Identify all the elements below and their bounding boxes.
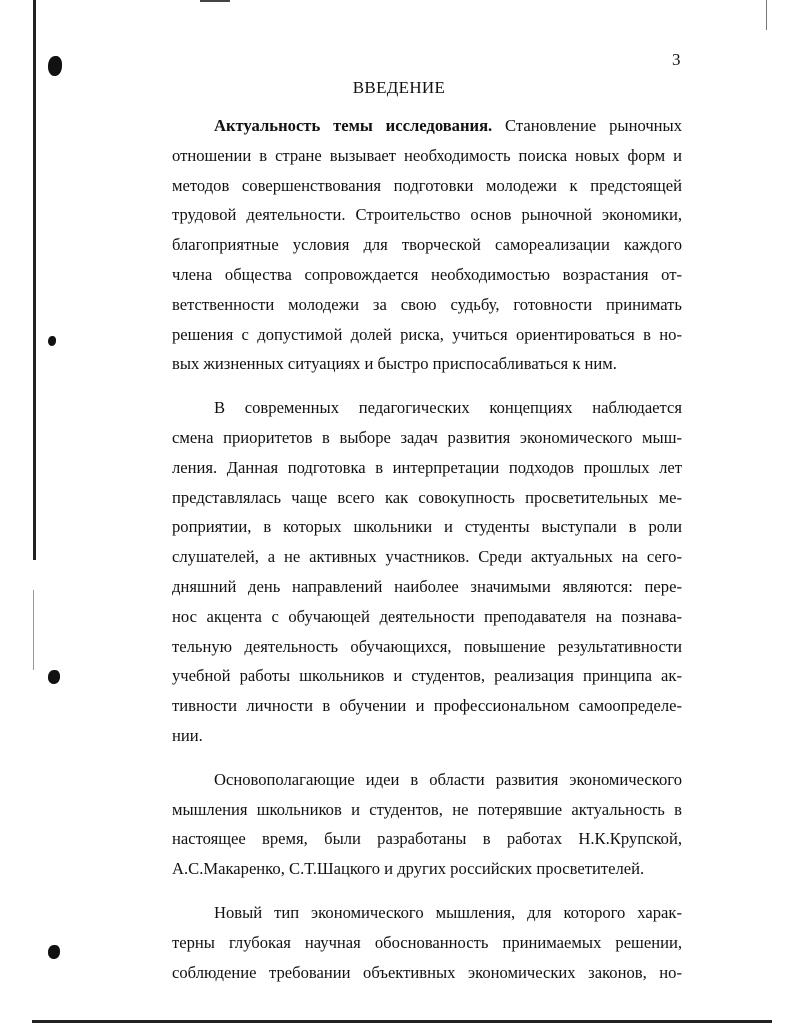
paragraph-line: Основополагающие идеи в области развития экономического xyxy=(214,769,682,789)
paragraph-gap xyxy=(172,884,682,898)
paragraph xyxy=(172,765,682,884)
paragraph-line: Новый тип экономического мышления, для которого харак- xyxy=(214,902,682,922)
paragraph-line-text: Становление рыночных xyxy=(492,116,682,135)
paragraph-gap xyxy=(172,379,682,393)
binder-hole-mark xyxy=(48,945,60,959)
paragraph-line: представлялась чаще всего как совокупность просветительных ме- xyxy=(172,487,682,507)
paragraph-line: решения с допустимой долей риска, учиться ориентироваться в но- xyxy=(172,324,682,344)
paragraph-line: смена приоритетов в выборе задач развития экономического мыш- xyxy=(172,427,682,447)
paragraph-line: нии. xyxy=(172,725,203,745)
scan-artifact-top xyxy=(200,0,230,2)
paragraph-gap xyxy=(172,751,682,765)
paragraph-line: трудовой деятельности. Строительство основ рыночной экономики, xyxy=(172,205,682,225)
paragraph-line: благоприятные условия для творческой самореализации каждого xyxy=(172,235,682,255)
paragraph-line: отношении в стране вызывает необходимость поиска новых форм и xyxy=(172,145,682,165)
paragraph xyxy=(172,111,682,379)
paragraph-line: методов совершенствования подготовки молодежи к предстоящей xyxy=(172,175,682,195)
paragraph-line: ления. Данная подготовка в интерпретации подходов прошлых лет xyxy=(172,457,682,477)
paragraph-line: тивности личности в обучении и профессиональном самоопределе- xyxy=(172,696,682,716)
paragraph-line: В современных педагогических концепциях наблюдается xyxy=(214,398,682,418)
paragraph xyxy=(172,393,682,751)
binder-hole-mark xyxy=(48,56,62,76)
paragraph-line: А.С.Макаренко, С.Т.Шацкого и других российских просветителей. xyxy=(172,859,645,879)
scan-artifact-bottom-edge xyxy=(32,1020,772,1023)
paragraph-line: члена общества сопровождается необходимостью возрастания от- xyxy=(172,264,682,284)
body-text xyxy=(172,111,682,987)
paragraph-line: ветственности молодежи за свою судьбу, готовности принимать xyxy=(172,294,682,314)
paragraph-lead: Актуальность темы исследования. xyxy=(214,116,493,135)
binder-hole-mark xyxy=(48,670,60,684)
paragraph-line: соблюдение требовании объективных экономических законов, но- xyxy=(172,962,682,982)
page-number: 3 xyxy=(672,50,681,69)
paragraph xyxy=(172,898,682,987)
paragraph-line: настоящее время, были разработаны в работах Н.К.Крупской, xyxy=(172,829,682,849)
scan-artifact-left-edge-faint xyxy=(33,590,34,670)
paragraph-line xyxy=(172,111,682,141)
binder-hole-mark xyxy=(48,336,56,346)
paragraph-line: нос акцента с обучающей деятельности преподавателя на познава- xyxy=(172,606,682,626)
paragraph-line: учебной работы школьников и студентов, реализация принципа ак- xyxy=(172,666,682,686)
section-title: ВВЕДЕНИЕ xyxy=(352,78,446,97)
scan-artifact-right-edge xyxy=(766,0,767,30)
paragraph-line: тельную деятельность обучающихся, повышение результативности xyxy=(172,636,682,656)
paragraph-line: дняшний день направлений наиболее значимыми являются: пере- xyxy=(172,576,682,596)
paragraph-line: роприятии, в которых школьники и студенты выступали в роли xyxy=(172,517,682,537)
paragraph-line: терны глубокая научная обоснованность принимаемых решении, xyxy=(172,932,682,952)
paragraph-line: мышления школьников и студентов, не потерявшие актуальность в xyxy=(172,799,682,819)
paragraph-line: слушателей, а не активных участников. Среди актуальных на сего- xyxy=(172,547,682,567)
paragraph-line: вых жизненных ситуациях и быстро приспосабливаться к ним. xyxy=(172,354,617,374)
